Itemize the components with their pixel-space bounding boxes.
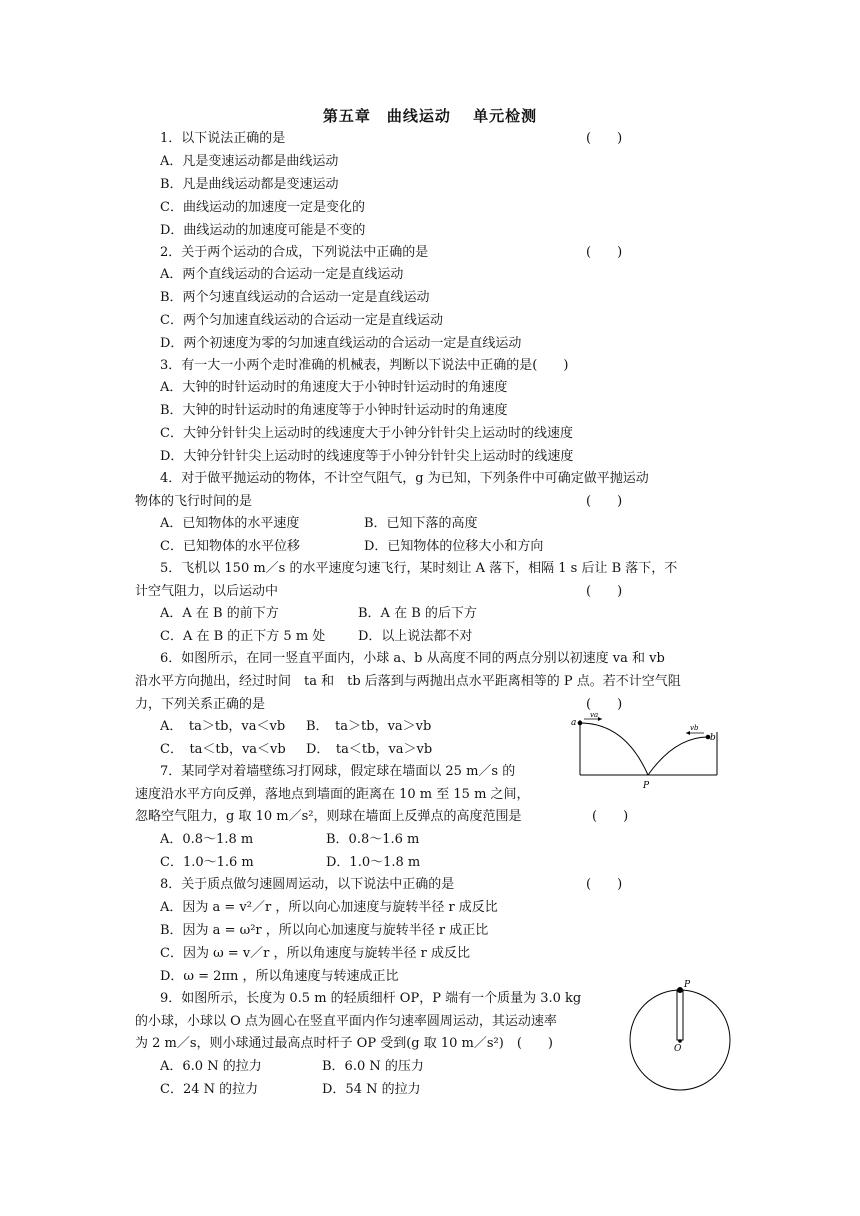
q7-option-a: A．0.8～1.8 m [160, 832, 254, 847]
q2-option-c: C．两个匀加速直线运动的合运动一定是直线运动 [160, 313, 443, 328]
q8-option-a: A．因为 a = v²／r ，所以向心加速度与旋转半径 r 成反比 [160, 900, 498, 915]
q3-option-a: A．大钟的时针运动时的角速度大于小钟时针运动时的角速度 [160, 380, 508, 395]
q4-option-b: B．已知下落的高度 [364, 516, 478, 531]
q6-stem: 6．如图所示，在同一竖直平面内，小球 a、b 从高度不同的两点分别以初速度 va 和 vb [160, 651, 665, 666]
q4-answer-mark: ( ) [586, 494, 623, 509]
q6-stem-continued: 沿水平方向抛出，经过时间 ta 和 tb 后落到与两抛出点水平距离相等的 P 点。若不计空气阻 [135, 674, 681, 689]
q5-stem: 5．飞机以 150 m／s 的水平速度匀速飞行，某时刻让 A 落下，相隔 1 s 后让 B 落下，不 [160, 561, 678, 576]
q3-option-b: B．大钟的时针运动时的角速度等于小钟时针运动时的角速度 [160, 403, 508, 418]
q2-option-b: B．两个匀速直线运动的合运动一定是直线运动 [160, 290, 430, 305]
q1-option-a: A．凡是变速运动都是曲线运动 [160, 154, 339, 169]
q2-option-d: D．两个初速度为零的匀加速直线运动的合运动一定是直线运动 [160, 336, 522, 351]
q5-answer-mark: ( ) [586, 584, 623, 599]
q9-pivot [678, 1039, 682, 1043]
q5-option-d: D．以上说法都不对 [358, 629, 473, 644]
q9-option-c: C．24 N 的拉力 [160, 1082, 259, 1097]
q9-stem: 9．如图所示，长度为 0.5 m 的轻质细杆 OP，P 端有一个质量为 3.0 kg [160, 991, 582, 1006]
q6-option-d: D． ta＜tb，va＞vb [306, 742, 433, 757]
q8-option-c: C．因为 ω = v／r ，所以角速度与旋转半径 r 成反比 [160, 946, 471, 961]
q4-option-d: D．已知物体的位移大小和方向 [364, 539, 544, 554]
q7-option-c: C．1.0～1.6 m [160, 855, 254, 870]
q7-stem-continued-2: 忽略空气阻力，g 取 10 m／s²，则球在墙面上反弹点的高度范围是 [135, 809, 522, 824]
q1-answer-mark: ( ) [586, 131, 623, 146]
page-title: 第五章 曲线运动 单元检测 [322, 107, 538, 125]
q8-answer-mark: ( ) [586, 877, 623, 892]
q7-answer-mark: ( ) [592, 809, 629, 824]
q6-trajectory-a [580, 723, 648, 775]
q6-ball-a [578, 721, 583, 726]
q6-figure [570, 710, 730, 795]
q9-option-a: A．6.0 N 的拉力 [160, 1059, 262, 1074]
q6-option-c: C． ta＜tb，va＜vb [160, 742, 286, 757]
q2-answer-mark: ( ) [586, 245, 623, 260]
q9-label-p: P [684, 980, 691, 990]
q7-stem: 7．某同学对着墙壁练习打网球，假定球在墙面以 25 m／s 的 [160, 764, 516, 779]
q1-stem: 1．以下说法正确的是 [160, 131, 286, 146]
q7-stem-continued: 速度沿水平方向反弹，落地点到墙面的距离在 10 m 至 15 m 之间， [135, 787, 530, 802]
q6-option-a: A． ta＞tb，va＜vb [160, 719, 286, 734]
q4-stem: 4．对于做平抛运动的物体，不计空气阻气，g 为已知，下列条件中可确定做平抛运动 [160, 471, 649, 486]
q8-option-b: B．因为 a = ω²r ，所以向心加速度与旋转半径 r 成正比 [160, 923, 489, 938]
q9-option-b: B．6.0 N 的压力 [322, 1059, 424, 1074]
q1-option-c: C．曲线运动的加速度一定是变化的 [160, 200, 365, 215]
q6-option-b: B． ta＞tb，va＞vb [306, 719, 432, 734]
q9-label-o: O [674, 1044, 682, 1054]
q9-ball [677, 987, 683, 993]
q6-answer-mark: ( ) [586, 697, 623, 712]
q4-option-a: A．已知物体的水平速度 [160, 516, 300, 531]
q6-label-va: va [590, 711, 599, 719]
q6-label-a: a [571, 718, 577, 728]
q5-option-a: A．A 在 B 的前下方 [160, 606, 279, 621]
q1-option-d: D．曲线运动的加速度可能是不变的 [160, 223, 366, 238]
q9-rod [677, 990, 683, 1040]
q2-option-a: A．两个直线运动的合运动一定是直线运动 [160, 267, 404, 282]
q4-stem-continued: 物体的飞行时间的是 [135, 494, 253, 509]
q8-stem: 8．关于质点做匀速圆周运动，以下说法中正确的是 [160, 877, 455, 892]
q6-stem-continued-2: 力，下列关系正确的是 [135, 697, 266, 712]
q3-option-d: D．大钟分针针尖上运动时的线速度等于小钟分针针尖上运动时的线速度 [160, 449, 574, 464]
q5-stem-continued: 计空气阻力，以后运动中 [135, 584, 279, 599]
q3-stem: 3．有一大一小两个走时准确的机械表，判断以下说法中正确的是( ) [160, 358, 569, 373]
q5-option-c: C．A 在 B 的正下方 5 m 处 [160, 629, 326, 644]
q7-option-b: B．0.8～1.6 m [326, 832, 420, 847]
q6-trajectory-b [648, 737, 708, 775]
q9-figure [628, 978, 738, 1094]
q7-option-d: D．1.0～1.8 m [326, 855, 421, 870]
q6-label-vb: vb [690, 724, 699, 732]
q2-stem: 2．关于两个运动的合成，下列说法中正确的是 [160, 245, 429, 260]
q6-label-p: P [643, 781, 650, 791]
q1-option-b: B．凡是曲线运动都是变速运动 [160, 177, 339, 192]
q9-stem-continued: 的小球，小球以 O 点为圆心在竖直平面内作匀速率圆周运动，其运动速率 [135, 1014, 557, 1029]
q6-label-b: b [710, 733, 716, 743]
q4-option-c: C．已知物体的水平位移 [160, 539, 300, 554]
q5-option-b: B．A 在 B 的后下方 [358, 606, 477, 621]
q8-option-d: D．ω = 2πn ，所以角速度与转速成正比 [160, 969, 399, 984]
q9-option-d: D．54 N 的拉力 [322, 1082, 421, 1097]
q9-stem-continued-2: 为 2 m／s，则小球通过最高点时杆子 OP 受到(g 取 10 m／s²) ( ) [135, 1036, 553, 1051]
q3-option-c: C．大钟分针针尖上运动时的线速度大于小钟分针针尖上运动时的线速度 [160, 426, 573, 441]
